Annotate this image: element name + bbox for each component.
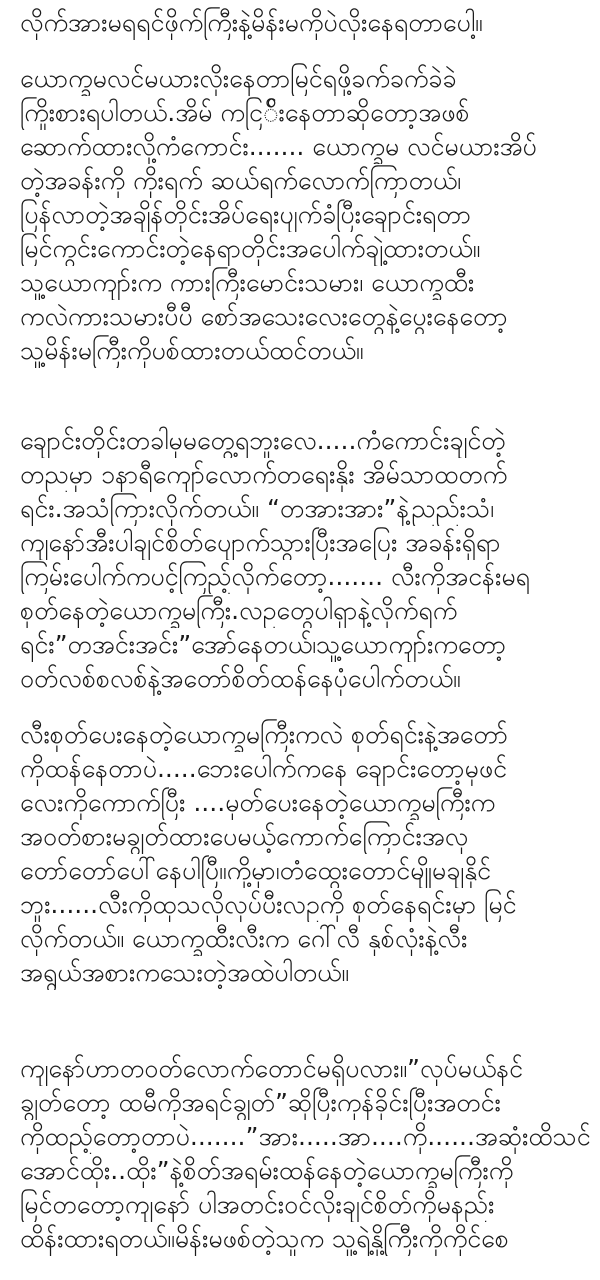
text-line: တညမှာ ၁နာရီကျော်လောက်တရေးနိုး အိမ်သာထတက် (20, 460, 508, 489)
text-line: ကိုထန်နေတာပဲ.....ဘေးပေါက်ကနေ ချောင်းတော့မှဖင် (20, 754, 507, 783)
text-line: ကြိုးစားရပါတယ်.အိမ် ကငြ်ိးနေတာဆိုတော့အဖစ် (20, 98, 470, 127)
text-line: ချွတ်တော့ ထမီကိုအရင်ချွတ်”ဆိုပြီးကုန်ခိုင်းပြီးအတင်း (20, 1088, 501, 1117)
text-line: ကိုထည့်တော့တာပဲ.......”အား.....အာ....ကို......အဆုံးထိသင် (20, 1122, 591, 1151)
text-line: လိုက်အားမရရင်ဖိုက်ကြီးနဲ့မိန်းမကိုပဲလိုးနေရတာပေါ့။ (20, 8, 483, 37)
text-line: အောင်ထိုး..ထိုး”နဲ့စိတ်အရမ်းထန်နေတဲ့ယောက္ခမကြီးကို (20, 1156, 514, 1185)
text-line: ရင်း”တအင်းအင်း”အော်နေတယ်၊သူ့ယောကျာ်းကတော့ (20, 630, 507, 659)
text-line: ဝတ်လစ်စလစ်နဲ့အတော်စိတ်ထန်နေပုံပေါက်တယ်။ (20, 664, 461, 693)
text-line: တော်တော်ပေါ်နေပါပြီ။ကို့မှာ၊တံထွေးတောင်မျိုမချနိုင် (20, 856, 491, 885)
text-line: ဆောက်ထားလို့ကံကောင်း....... ယောက္ခမ လင်မယားအိပ် (20, 132, 537, 161)
text-line: ဘူး......လီးကိုထုသလိုလုပ်ပီးလဥကို စုတ်နေရင်းမှာ မြင် (20, 890, 517, 919)
paragraph (20, 1052, 592, 1256)
text-line: ကျနော်အီးပါချင်စိတ်ပျောက်သွားပြီးအပြေး အခန်းရှိရာ (20, 528, 501, 557)
text-line: လေးကိုကောက်ပြီး ....မုတ်ပေးနေတဲ့ယောက္ခမကြီးက (20, 788, 496, 817)
text-line: သူ့မိန်းမကြီးကိုပစ်ထားတယ်ထင်တယ်။ (20, 336, 364, 365)
text-line: မြင်တတော့ကျနော် ပါအတင်းဝင်လိုးချင်စိတ်ကိုမနည်း (20, 1190, 495, 1219)
text-line: ယောက္ခမလင်မယားလိုးနေတာမြင်ရဖို့ခက်ခက်ခဲခဲ (20, 64, 457, 93)
text-line: လိုက်တယ်။ ယောက္ခထီးလီးက ဂေါ်လီ နှစ်လုံးနဲ့လီး (20, 924, 468, 953)
text-line: သူ့ယောကျာ်းက ကားကြီးမောင်းသမား၊ ယောက္ခထီး (20, 268, 475, 297)
text-line: ရင်း.အသံကြားလိုက်တယ်။ “တအားအား”နဲ့ညည်းသံ၊ (20, 494, 495, 523)
text-line: ကြမ်းပေါက်ကပင့်ကြည့်လိုက်တော့....... လီးကိုအငန်းမရ (20, 562, 530, 591)
text-line: မြင်ကွင်းကောင်းတဲ့နေရာတိုင်းအပေါက်ချဲ့ထားတယ်။ (20, 234, 481, 263)
paragraph (20, 718, 592, 990)
paragraph (20, 424, 592, 696)
paragraph (20, 6, 592, 40)
text-line: စုတ်နေတဲ့ယောက္ခမကြီး.လဥတွေပါရှာနဲ့လိုက်ရက် (20, 596, 458, 625)
text-line: အရွယ်အစားကသေးတဲ့အထဲပါတယ်။ (20, 958, 350, 987)
text-line: ထိန်းထားရတယ်။မိန်းမဖစ်တဲ့သူက သူ့ရဲ့နို့ကြီးကိုကိုင်စေ (20, 1224, 509, 1253)
text-line: ကျနော်ဟာတဝတ်လောက်တောင်မရှိပလား။”လုပ်မယ်နင် (20, 1054, 524, 1083)
text-line: အဝတ်စားမချွတ်ထားပေမယ့်ကောက်ကြောင်းအလှ (20, 822, 469, 851)
text-line: တဲ့အခန်းကို ကိုးရက် ဆယ်ရက်လောက်ကြာတယ်၊ (20, 166, 462, 195)
text-line: ချောင်းတိုင်းတခါမှမတွေ့ရဘူးလေ.....ကံကောင်းချင်တဲ့ (20, 426, 506, 455)
text-line: ကလဲကားသမားပီပီ စော်အသေးလေးတွေနဲ့ပွေးနေတော့ (20, 302, 508, 331)
text-line: ပြန်လာတဲ့အချိန်တိုင်းအိပ်ရေးပျက်ခံပြီးချောင်းရတာ (20, 200, 472, 229)
paragraph (20, 62, 592, 368)
text-line: လီးစုတ်ပေးနေတဲ့ယောက္ခမကြီးကလဲ စုတ်ရင်းနဲ့အတော် (20, 720, 509, 749)
